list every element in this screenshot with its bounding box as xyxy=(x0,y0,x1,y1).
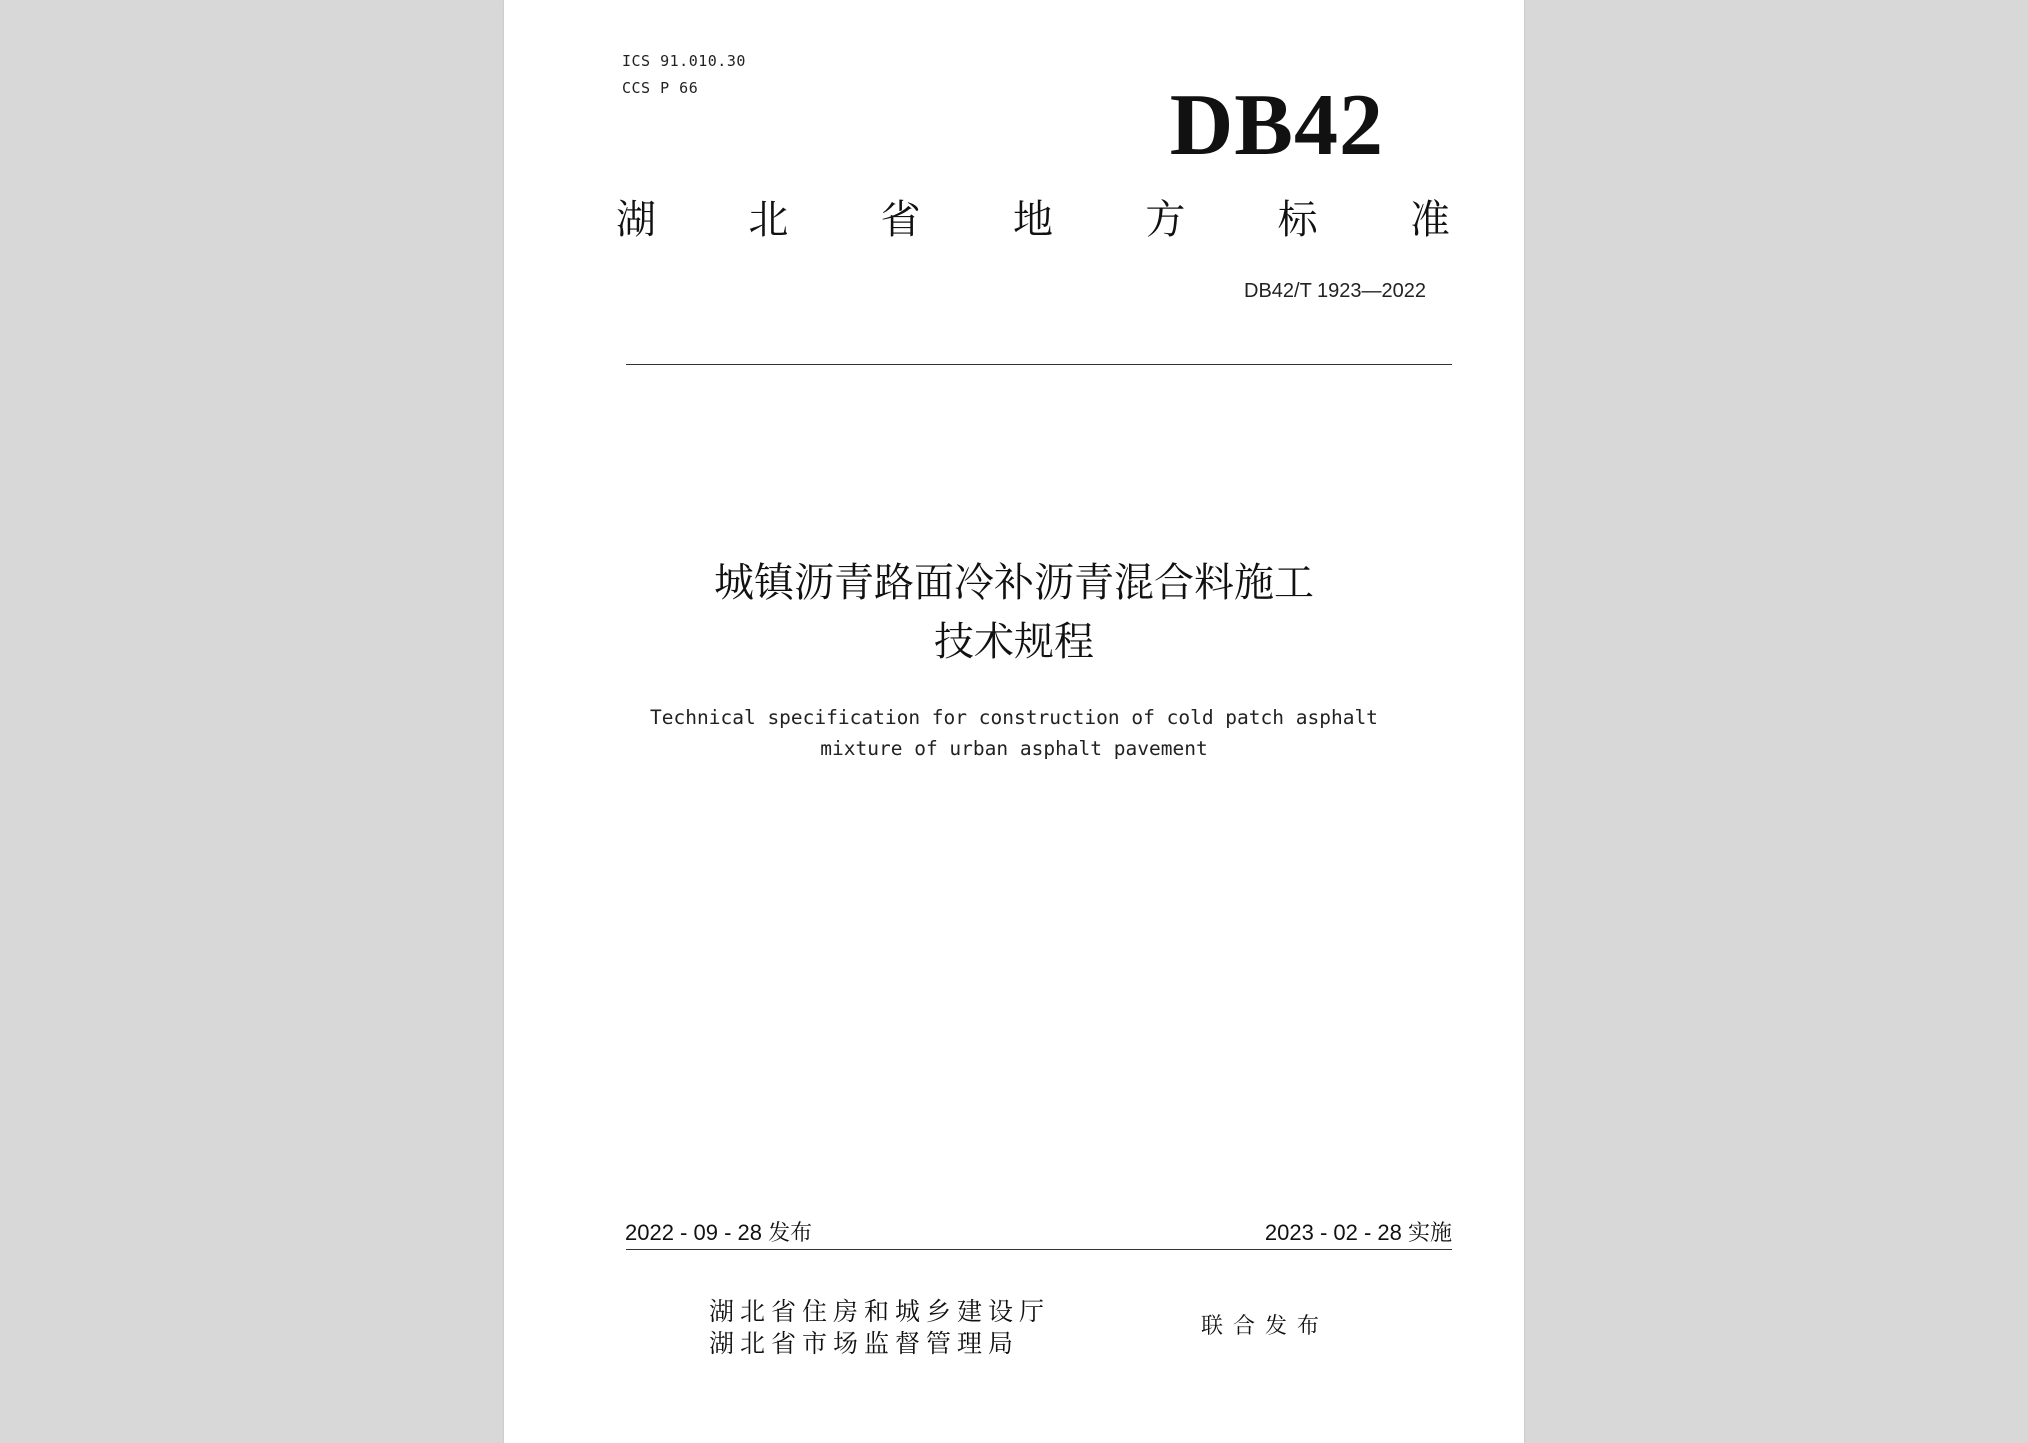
title-en-line-1: Technical specification for construction of cold patch asphalt xyxy=(650,706,1378,729)
footer-divider xyxy=(626,1249,1452,1250)
title-cn-line-2: 技术规程 xyxy=(934,619,1094,665)
issuer-housing-dept: 湖北省住房和城乡建设厅 xyxy=(709,1297,1051,1326)
standard-type xyxy=(616,196,1450,244)
ics-code: ICS 91.010.30 xyxy=(622,52,746,70)
db42-logo: DB42 xyxy=(1169,77,1384,174)
standard-type-char: 地 xyxy=(1012,197,1053,243)
implementation-date: 2023 - 02 - 28 实施 xyxy=(1264,1220,1452,1245)
header-divider xyxy=(626,364,1452,365)
standard-number: DB42/T 1923—2022 xyxy=(1244,280,1426,302)
standard-type-char: 北 xyxy=(748,197,789,243)
ccs-code: CCS P 66 xyxy=(622,79,699,97)
title-en-line-2: mixture of urban asphalt pavement xyxy=(820,737,1208,760)
standard-type-char: 方 xyxy=(1145,197,1186,243)
standard-type-char: 标 xyxy=(1277,197,1318,243)
document-page xyxy=(504,0,1524,1443)
standard-type-char: 湖 xyxy=(616,197,656,243)
issue-date: 2022 - 09 - 28 发布 xyxy=(625,1220,813,1245)
issuer-market-bureau: 湖北省市场监督管理局 xyxy=(709,1329,1020,1358)
standard-type-char: 省 xyxy=(880,197,921,243)
title-cn-line-1: 城镇沥青路面冷补沥青混合料施工 xyxy=(714,560,1314,606)
standard-type-char: 准 xyxy=(1409,197,1450,243)
joint-issue-label: 联合发布 xyxy=(1201,1314,1330,1339)
